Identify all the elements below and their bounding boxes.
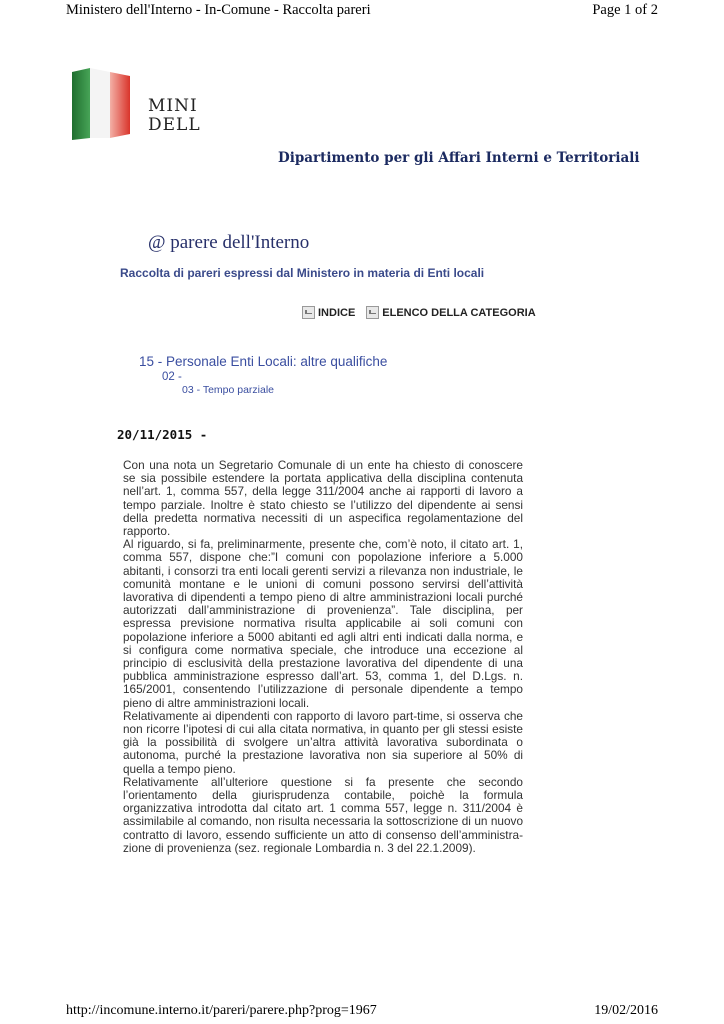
logo-text-line2: DELL bbox=[148, 115, 201, 135]
elenco-categoria-link[interactable] bbox=[366, 306, 535, 319]
category-level1[interactable]: 15 - Personale Enti Locali: altre qualifiche bbox=[139, 354, 388, 369]
department-title: Dipartimento per gli Affari Interni e Territoriali bbox=[278, 150, 640, 166]
flag-emblem-icon bbox=[70, 68, 132, 140]
parere-body bbox=[123, 459, 523, 855]
body-paragraph: Relativamente all’ulteriore questione si fa presente che secondo l’orientamento della giurisprudenza contabile, poichè la formula organizzativa introdotta dal citato art. 1 comma 557, legge n. 311/2004 è assimilabile al comando, non risulta necessaria la sottoscrizione di un nuovo contratto di lavoro, essendo sufficiente un atto di consenso dell’amministra-zione di provenienza (sez. regionale Lombardia n. 3 del 22.1.2009). bbox=[123, 774, 523, 855]
footer-url[interactable]: http://incomune.interno.it/pareri/parere.php?prog=1967 bbox=[66, 1003, 377, 1018]
elenco-label: ELENCO DELLA CATEGORIA bbox=[382, 306, 536, 319]
body-paragraph: Con una nota un Segretario Comunale di un ente ha chiesto di conoscere se sia possibile estendere la portata applicativa della disciplina contenuta nell’art. 1, comma 557, della legge 311/2004 anche ai rapporti di lavoro a tempo parziale. Inoltre è stato chiesto se l’utilizzo del dipendente ai sensi della predetta normativa necessiti di un aspecifica regolamentazione del rapporto. bbox=[123, 458, 523, 539]
nav-links bbox=[302, 306, 547, 319]
logo-text-line1: MINI bbox=[148, 96, 198, 116]
footer-date: 19/02/2016 bbox=[594, 1003, 658, 1018]
body-paragraph: Al riguardo, si fa, preliminarmente, presente che, com’è noto, il citato art. 1, comma 557, dispone che:”I comuni con popolazione inferiore a 5.000 abitanti, i consorzi tra enti locali gerenti servizi a rilevanza non industriale, le comunità montane e le unioni di comuni possono servirsi dell’attività lavorativa di dipendenti a tempo pieno di altre amministrazioni locali purché autorizzati dall’amministrazione di provenienza”. Tale disciplina, per espressa previsione normativa risulta applicabile ai soli comuni con popolazione inferiore a 5000 abitanti ed agli altri enti indicati dalla norma, e si configura come normativa speciale, che introduce una eccezione al principio di esclusività della prestazione lavorativa del dipendente di una pubblica amministrazione espresso dall’art. 53, comma 1, del D.Lgs. n. 165/2001, consentendo l’utilizzazione di personale dipendente a tempo pieno di altre amministrazioni locali. bbox=[123, 537, 523, 710]
parere-date: 20/11/2015 - bbox=[117, 427, 208, 442]
category-level3[interactable]: 03 - Tempo parziale bbox=[182, 384, 275, 396]
body-paragraph: Relativamente ai dipendenti con rapporto di lavoro part-time, si osserva che non ricorre l’ipotesi di cui alla citata normativa, in quanto per gli stessi esiste già la possibilità di svolgere un’altra attività lavorativa subordinata o autonoma, purché la prestazione lavorativa non sia superiore al 50% di quella a tempo pieno. bbox=[123, 708, 523, 776]
back-arrow-icon bbox=[302, 306, 315, 319]
page-subtitle: Raccolta di pareri espressi dal Ministero in materia di Enti locali bbox=[120, 266, 485, 280]
page-header-title: Ministero dell'Interno - In-Comune - Raccolta pareri bbox=[66, 2, 371, 18]
back-arrow-icon bbox=[366, 306, 379, 319]
ministry-logo[interactable] bbox=[70, 64, 210, 144]
category-level2[interactable]: 02 - bbox=[162, 371, 182, 383]
parere-title: @ parere dell'Interno bbox=[148, 232, 310, 253]
page-number: Page 1 of 2 bbox=[592, 2, 658, 18]
indice-label: INDICE bbox=[318, 306, 356, 319]
indice-link[interactable] bbox=[302, 306, 355, 319]
